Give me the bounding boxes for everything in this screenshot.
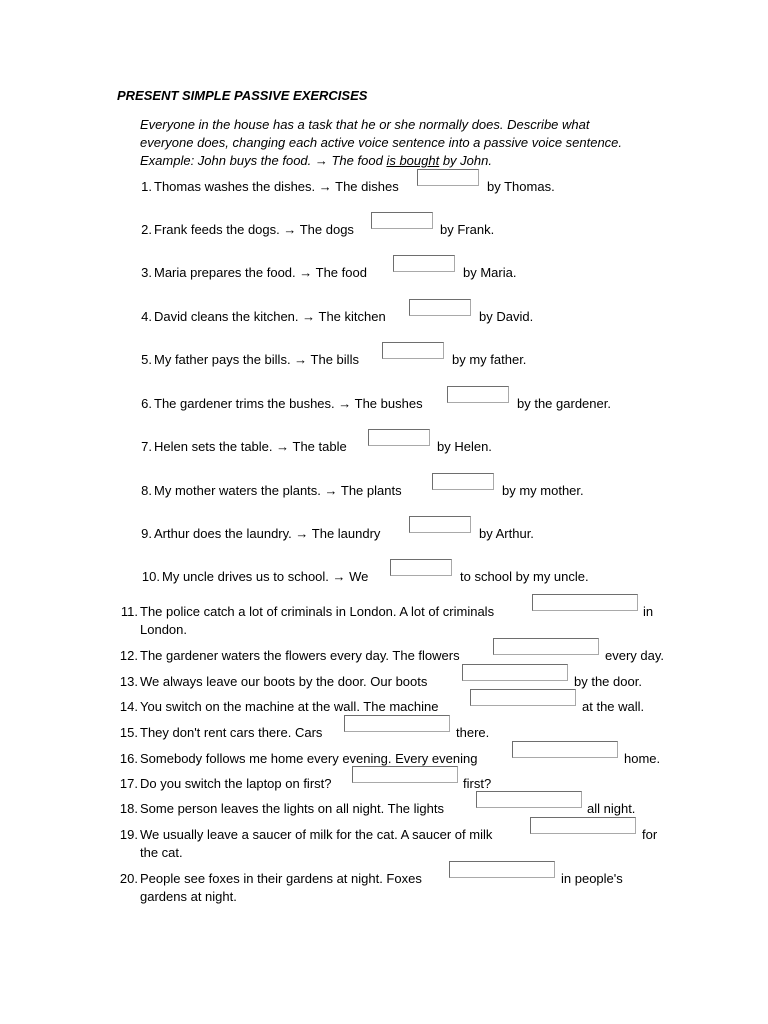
- item-sentence: Thomas washes the dishes. → The dishes: [154, 179, 399, 194]
- item-number: 1.: [141, 179, 152, 194]
- item-sentence: My mother waters the plants. → The plants: [154, 483, 402, 498]
- answer-input[interactable]: [532, 594, 638, 611]
- item-sentence-end: by the gardener.: [517, 396, 611, 411]
- instructions-line-2: everyone does, changing each active voice sentence into a passive voice sentence.: [140, 135, 623, 150]
- instructions: [140, 116, 700, 170]
- item-number: 3.: [141, 265, 152, 280]
- item-sentence-end: there.: [456, 725, 490, 740]
- answer-input[interactable]: [393, 255, 455, 272]
- item-number: 15.: [119, 725, 138, 740]
- item-sentence-end: by Thomas.: [487, 179, 555, 194]
- item-number: 20.: [119, 871, 138, 886]
- item-sentence: Arthur does the laundry. → The laundry: [154, 526, 381, 541]
- answer-input[interactable]: [409, 516, 471, 533]
- example-sentence: [140, 152, 700, 170]
- item-number: 12.: [119, 648, 138, 663]
- item-sentence-end: every day.: [605, 648, 665, 663]
- item-number: 11.: [120, 604, 138, 619]
- worksheet-title: PRESENT SIMPLE PASSIVE EXERCISES: [117, 88, 368, 103]
- item-sentence-end: at the wall.: [582, 699, 645, 714]
- item-number: 16.: [119, 751, 138, 766]
- answer-input[interactable]: [382, 342, 444, 359]
- answer-input[interactable]: [344, 715, 450, 732]
- item-number: 5.: [141, 352, 152, 367]
- answer-input[interactable]: [447, 386, 509, 403]
- item-sentence-end: by my father.: [452, 352, 527, 367]
- answer-input[interactable]: [462, 664, 568, 681]
- item-sentence: Helen sets the table. → The table: [154, 439, 347, 454]
- item-sentence-end: in people's: [561, 871, 623, 886]
- item-sentence: Maria prepares the food. → The food: [154, 265, 367, 280]
- item-sentence: The police catch a lot of criminals in London. A lot of criminals: [140, 604, 495, 619]
- item-sentence-end: to school by my uncle.: [460, 569, 589, 584]
- example-text: Example: John buys the food. → The food: [140, 153, 387, 168]
- item-sentence-end: by Arthur.: [479, 526, 534, 541]
- item-sentence-continuation: gardens at night.: [140, 889, 237, 904]
- item-sentence: We usually leave a saucer of milk for the cat. A saucer of milk: [140, 827, 493, 842]
- answer-input[interactable]: [371, 212, 433, 229]
- item-sentence: Some person leaves the lights on all night. The lights: [140, 801, 444, 816]
- item-sentence-end: by Maria.: [463, 265, 517, 280]
- answer-input[interactable]: [470, 689, 576, 706]
- instructions-line-1: Everyone in the house has a task that he or she normally does. Describe what: [140, 117, 590, 132]
- example-answer: is bought: [386, 153, 440, 168]
- item-sentence-end: by the door.: [574, 674, 642, 689]
- answer-input[interactable]: [390, 559, 452, 576]
- item-sentence: The gardener waters the flowers every day. The flowers: [140, 648, 460, 663]
- item-sentence-end: by my mother.: [502, 483, 584, 498]
- item-number: 4.: [141, 309, 152, 324]
- item-sentence: You switch on the machine at the wall. The machine: [140, 699, 439, 714]
- item-number: 6.: [141, 396, 152, 411]
- item-number: 17.: [119, 776, 138, 791]
- item-number: 19.: [119, 827, 138, 842]
- item-sentence: David cleans the kitchen. → The kitchen: [154, 309, 386, 324]
- item-sentence-end: for: [642, 827, 658, 842]
- item-sentence-end: by Helen.: [437, 439, 492, 454]
- item-sentence-end: home.: [624, 751, 661, 766]
- item-sentence: My father pays the bills. → The bills: [154, 352, 359, 367]
- item-sentence-continuation: London.: [140, 622, 187, 637]
- answer-input[interactable]: [493, 638, 599, 655]
- item-number: 9.: [141, 526, 152, 541]
- item-sentence: Frank feeds the dogs. → The dogs: [154, 222, 354, 237]
- answer-input[interactable]: [449, 861, 555, 878]
- answer-input[interactable]: [409, 299, 471, 316]
- item-number: 8.: [141, 483, 152, 498]
- item-sentence: Somebody follows me home every evening. Every evening: [140, 751, 478, 766]
- answer-input[interactable]: [512, 741, 618, 758]
- item-sentence: We always leave our boots by the door. Our boots: [140, 674, 428, 689]
- item-sentence: The gardener trims the bushes. → The bushes: [154, 396, 423, 411]
- item-number: 14.: [119, 699, 138, 714]
- answer-input[interactable]: [432, 473, 494, 490]
- item-number: 10.: [141, 569, 160, 584]
- item-number: 7.: [141, 439, 152, 454]
- item-sentence-end: by David.: [479, 309, 534, 324]
- answer-input[interactable]: [476, 791, 582, 808]
- item-sentence-end: in: [643, 604, 654, 619]
- answer-input[interactable]: [352, 766, 458, 783]
- item-sentence-end: by Frank.: [440, 222, 495, 237]
- item-sentence-continuation: the cat.: [140, 845, 183, 860]
- item-sentence: People see foxes in their gardens at night. Foxes: [140, 871, 422, 886]
- answer-input[interactable]: [530, 817, 636, 834]
- item-sentence: They don't rent cars there. Cars: [140, 725, 323, 740]
- item-number: 2.: [141, 222, 152, 237]
- item-sentence: Do you switch the laptop on first?: [140, 776, 332, 791]
- item-number: 18.: [119, 801, 138, 816]
- answer-input[interactable]: [368, 429, 430, 446]
- item-sentence-end: first?: [463, 776, 492, 791]
- item-sentence-end: all night.: [587, 801, 636, 816]
- answer-input[interactable]: [417, 169, 479, 186]
- item-sentence: My uncle drives us to school. → We: [162, 569, 369, 584]
- item-number: 13.: [119, 674, 138, 689]
- example-text-end: by John.: [439, 153, 492, 168]
